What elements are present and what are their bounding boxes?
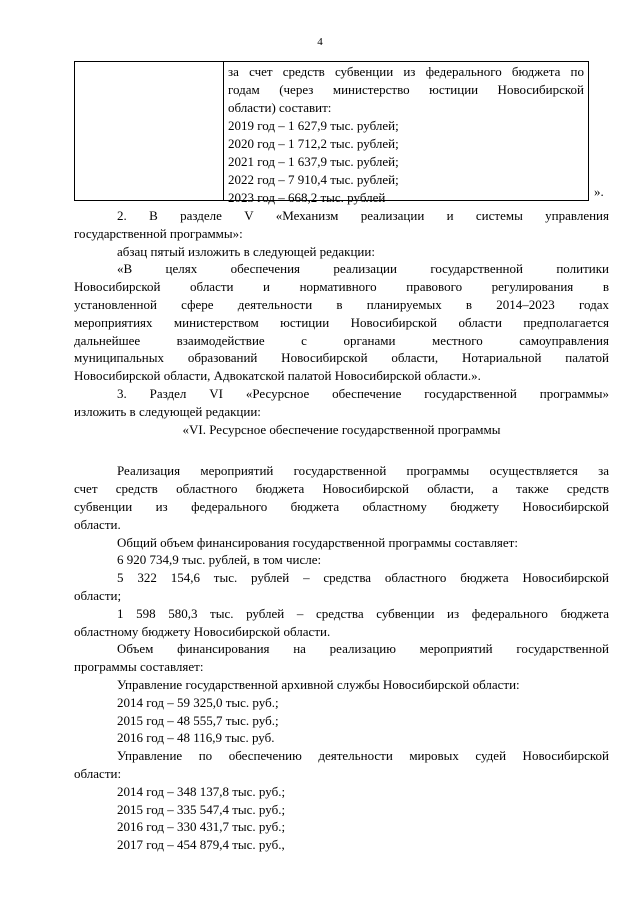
- judges-year-line: 2015 год – 335 547,4 тыс. руб.;: [117, 801, 286, 817]
- table-year-line: 2020 год – 1 712,2 тыс. рублей;: [228, 136, 399, 151]
- events-funding-line: Объем финансирования на реализацию мероприятий государственной: [117, 641, 609, 657]
- quote-line: установленной сфере деятельности в планируемых в 2014–2023 годах: [74, 296, 609, 312]
- table-year-line: 2019 год – 1 627,9 тыс. рублей;: [228, 118, 399, 133]
- body-line: Реализация мероприятий государственной программы осуществляется за: [117, 463, 609, 479]
- body-line: области.: [74, 516, 121, 532]
- federal-subvention-line: областному бюджету Новосибирской области.: [74, 623, 331, 639]
- archive-year-line: 2016 год – 48 116,9 тыс. руб.: [117, 730, 275, 746]
- judges-year-line: 2017 год – 454 879,4 тыс. руб.,: [117, 837, 285, 853]
- regional-budget-line: области;: [74, 587, 122, 603]
- quote-line: дальнейшее взаимодействие с органами местного самоуправления: [74, 332, 609, 348]
- table-year-line: 2023 год – 668,2 тыс. рублей: [228, 190, 386, 205]
- body-line: субвенции из федерального бюджета областному бюджету Новосибирской: [74, 498, 609, 514]
- quote-line: Новосибирской области и нормативного правового регулирования в: [74, 279, 609, 295]
- table-text-line: за счет средств субвенции из федерального бюджета по: [228, 64, 584, 79]
- section2-line: государственной программы»:: [74, 225, 243, 241]
- section-heading: «VI. Ресурсное обеспечение государственной программы: [182, 421, 501, 437]
- quote-line: Новосибирской области, Адвокатской палатой Новосибирской области.».: [74, 368, 481, 384]
- document-body: [74, 207, 609, 854]
- table-year-line: 2021 год – 1 637,9 тыс. рублей;: [228, 154, 399, 169]
- section2-line: 2. В разделе V «Механизм реализации и системы управления: [117, 208, 609, 223]
- archive-year-line: 2015 год – 48 555,7 тыс. руб.;: [117, 712, 279, 728]
- judges-title-line: области:: [74, 765, 122, 781]
- table-year-line: 2022 год – 7 910,4 тыс. рублей;: [228, 172, 399, 187]
- table-closing-quote: ».: [594, 184, 604, 199]
- table-text-line: области) составит:: [228, 100, 332, 115]
- quote-line: «В целях обеспечения реализации государственной политики: [117, 261, 609, 277]
- body-line: счет средств областного бюджета Новосибирской области, а также средств: [74, 481, 609, 497]
- table-column-divider: [223, 62, 224, 200]
- events-funding-line: программы составляет:: [74, 659, 204, 675]
- section2-line: абзац пятый изложить в следующей редакции:: [117, 243, 375, 259]
- regional-budget-line: 5 322 154,6 тыс. рублей – средства областного бюджета Новосибирской: [117, 570, 609, 586]
- table-cell-funding: [228, 63, 584, 207]
- archive-year-line: 2014 год – 59 325,0 тыс. руб.;: [117, 694, 279, 710]
- table-text-line: годам (через министерство юстиции Новосибирской: [228, 82, 584, 97]
- total-line: Общий объем финансирования государственной программы составляет:: [117, 534, 518, 550]
- quote-line: мероприятиях министерством юстиции Новосибирской области предполагается: [74, 314, 609, 330]
- section3-line: 3. Раздел VI «Ресурсное обеспечение государственной программы»: [117, 385, 609, 401]
- archive-service-title: Управление государственной архивной службы Новосибирской области:: [117, 676, 520, 692]
- total-value: 6 920 734,9 тыс. рублей, в том числе:: [117, 552, 322, 568]
- federal-subvention-line: 1 598 580,3 тыс. рублей – средства субвенции из федерального бюджета: [117, 605, 609, 621]
- section3-line: изложить в следующей редакции:: [74, 403, 261, 419]
- judges-year-line: 2014 год – 348 137,8 тыс. руб.;: [117, 783, 286, 799]
- quote-line: муниципальных образований Новосибирской области, Нотариальной палатой: [74, 350, 609, 366]
- funding-table: [74, 61, 589, 205]
- page-number: 4: [317, 36, 323, 48]
- judges-title-line: Управление по обеспечению деятельности мировых судей Новосибирской: [117, 748, 609, 764]
- judges-year-line: 2016 год – 330 431,7 тыс. руб.;: [117, 819, 286, 835]
